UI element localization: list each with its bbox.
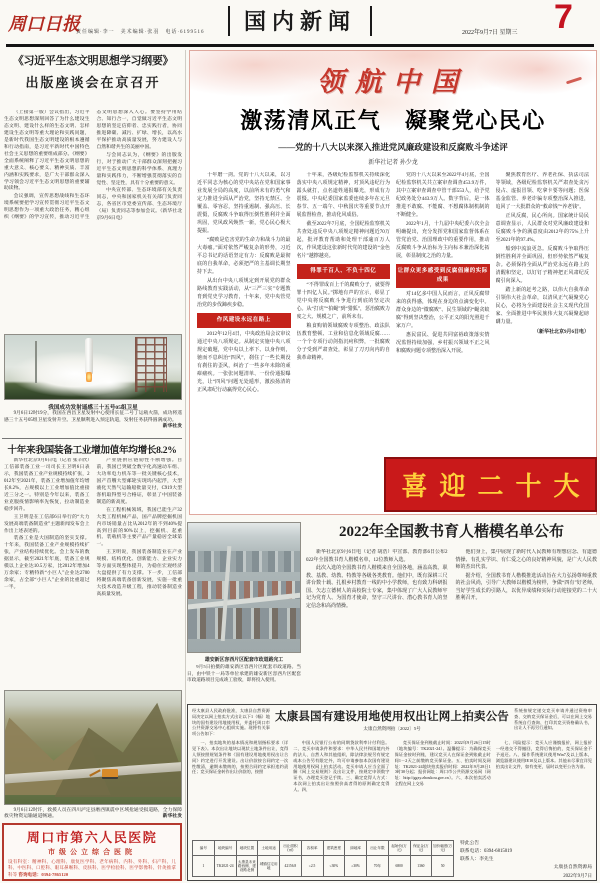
hospital-departments [8,859,176,878]
feature-box [189,50,597,515]
excavator [102,769,118,779]
building-row-3 [188,608,300,639]
equipment-article-headline: 十年来我国装备工业增加值年均增长8.2% [7,445,177,456]
land-notice [187,704,597,881]
page-number: 7 [554,0,573,36]
feature-subhead-1: 作风建设永远在路上 [197,313,291,328]
feature-subhead-3: 让群众更多感受到反腐倡廉的实际成果 [396,264,490,288]
rocket-caption-credit: 新华社发 [162,424,182,430]
feature-column-4 [496,172,590,452]
equipment-article-body: 新华社北京9月6日电（记者 张辛欣）工信部装备工业一司司长王卫明6日表示，我国装备工业产业规模持续扩张，2012年至2021年，装备工业增加值年均增长8.2%，占规模以上工业增加值比重接近三分之一。特别是今年以来，装备工业克服疫情影响率先恢复，拉动制造业稳步回升。 王卫明是在工信部6日举行的“大力发展高端装备制造业”主题新闻发布会上作出上述表述的。 装备工业是大国制造的坚实支撑。十年来，我国装备工业产业规模持续扩张，产业结构持续优化。会上发布的数据显示，截至2021年年底，装备工业规模以上企业达10.5万家，比2012年增加4万余家；专精特新“小巨人”企业达2700余家，占全部“小巨人”企业的比重超过一半。 产业链供应链韧性不断增强。目前，我国已突破全数字化高速动车组、大功率电力机车等一批关键核心技术，国产首艘大型邮轮实现坞内起浮，大型液化天然气运输船批量交付，C919大型客机取得型号合格证，彰显了中国装备制造的新高度。 在工程机械领域，我国已能生产32大类工程机械产品，国产品牌挖掘机国内市场销量占比从2012年的不到40%提高到目前的90%以上，挖掘机、起重机、装载机等主要产品产量稳居全球第一。 王卫明说，我国装备制造业在产业规模、结构优化、创新能力、企业实力等方面实现整体提升，为稳住宏观经济大盘提供了有力支撑。下一步，工信部将聚焦高端装备创新发展，实施一批重大技术改造升级工程，推动装备制造业高质量发展。 [4,458,182,598]
notice-phone: 联系电话：0394-6815019 [460,849,512,855]
notice-signer: 太康县自然资源局 [553,865,592,871]
notice-top-right: 系统按规定递交竞买申请并通过资格审查、交纳竞买保证金后，可以在网上交易系统自行查询、打印其竞买资格确认书，出让人不再另行通知。 [514,708,592,731]
rocket-flame [86,372,92,382]
headline-line-1: 《习近平生态文明思想学习纲要》 [12,55,174,67]
hospital-subtitle: 市级公立综合医院 [48,848,136,856]
notice-column-1: 一、拍卖地块的基本情况和规划指标要求（详见下表）。本次出让地块以现状土地条件出让，竞得人须按照规划条件和《国有建设用地使用权出让合同》约定进行开发建设。出让价款按合同约定一次性缴清，逾期未缴纳的，按照合同约定承担违约责任；竞买保证金转作出让价款的，按照 [192,740,289,775]
notice-header-row [192,708,592,739]
date-line: 2022年9月7日 星期三 [462,30,518,36]
notice-table: 编号 地块编号 地块位置 土地用途 出让面积(㎡) 容积率 建筑密度 绿地率 出让年限 起始价(万元) 保证金(万元) 加价幅度(万元) 1 TK2021-24 太康县未来路西侧、建设路北侧 城镇住宅用地 42156.8 ≤2.5 ≤30% ≥30% 70年 6800 1360 50 [192,840,454,877]
feature-col2-part-a: 十年来，各级纪检监察机关持续深化落实中央八项规定精神，对顶风违纪行为露头就打，点名道姓通报曝光，形成有力震慑。中央纪委国家监委连续多年在元旦春节、五一端午、中秋国庆等重要节点开展监督检查，推动化风成俗。 截至2022年7月底，全国纪检监察机关共查处违反中央八项规定精神问题近70万起，批评教育帮助和处理干部逾百万人次，作风建设这张新时代党的建设的“金色名片”越擦越亮。 [296,173,390,259]
feature-banner: 领航中国 [317,67,469,97]
feature-byline: 新华社记者 孙少龙 [368,160,418,166]
teachers-article-body: 新华社北京9月6日电（记者 胡浩）中宣部、教育部6日公布2022年全国教书育人楷模名单，12位教师入选。 此次入选的全国教书育人楷模来自全国各地，涵盖高教、职教、基教、幼教、特教等各级各类教育。他们中，既有深耕三尺讲台数十载、扎根乡村教育一线的中小学教师，也有致力科研报国、矢志立德树人的高校院士专家，集中体现了广大人民教师牢记为党育人、为国育才使命，坚守三尺讲台、潜心教书育人的坚定信念和高尚情操。 他们身上，集中展现了新时代人民教师有理想信念、有道德情操、有扎实学识、有仁爱之心的良好精神风貌，是广大人民教师的杰出代表。 据介绍，全国教书育人楷模推选活动旨在大力弘扬尊师重教的社会风尚，引导广大教师以楷模为榜样，争做“四有”好老师，当好学生成长的引路人，以优异成绩和实际行动迎接党的二十大胜利召开。 [306,550,597,609]
feature-subhead-2: 得罪千百人、不负十四亿 [297,264,391,279]
feature-headline: 激荡清风正气 凝聚党心民心 [240,108,546,133]
left-section-rule [2,438,182,439]
feature-col1-part-b: 2012年12月4日，中央政治局会议审议通过中央八项规定。从制定实施中央八项规定破题，党中央以上率下、以身作则，驰而不息纠治“四风”，刹住了一些长期没有刹住的歪风，纠治了一些多年未除的顽瘴痼疾。一张张问题清单、一份份通报曝光，让“四风”问题无处遁形，激浊扬清的正风肃纪行动赢得党心民心。 [197,331,291,393]
notice-column-2: 中国人民银行公布的同期贷款利率计付利息。二、竞买申请条件和要求：中华人民共和国境内外的法人、自然人和其他组织，除法律法规另有规定或本公告另有限定外，均可申请参加本次国有建设用地使用权网上拍卖活动。竞买申请人应当全面了解《网上交易规则》及出让文件，按规定申领数字证书，办理竞买登记手续。三、确定竞得人方式：本次网上拍卖出让按照价高者得的原则确定竞得人。四、 [293,740,390,792]
feature-col2-part-b: “不得罪成百上千的腐败分子，就要得罪十四亿人民。”掷地有声的宣示，彰显了党中央将反腐败斗争进行到底的坚定决心。从“打虎”“拍蝇”到“猎狐”，惩治腐败力度之大、规模之广，前所未有。 粮食购销领域腐败专项整治、政法队伍教育整顿、工业和信息化领域反腐……一个个专项行动剑指沉疴积弊，一批腐败分子受到严肃查处，彰显了刀刃向内的自我革命精神。 [296,282,390,361]
notice-columns [192,740,592,838]
quake-caption [4,808,182,822]
notice-column-3: 竞买保证金到账截止时间：2022年9月26日15时（地块编号：TK2021-24）。温馨提示：为确保竞买保证金按时到账，建议竞买人在保证金到账截止时间1－2天之前缴纳竞买保证金。五、拍卖时间及网址：TK2021-24地块拍卖报价时间：2022年9月28日10时30分起；报价网址：周口市公共资源交易网（网址：http://ggzy.zhoukou.gov.cn）。六、本次拍卖活动全程在网上交易 [394,740,491,787]
photo-quake-rescue [4,690,182,805]
title-divider-left [228,6,230,36]
feature-column-1 [197,172,291,506]
banner-20th-congress [384,457,597,512]
notice-contact-block [460,840,592,877]
feature-column-3 [396,172,490,452]
feature-col4-text: 聚焦教育医疗、养老社保、执法司法等领域，各级纪检监察机关严肃查处贪污侵占、虚报冒领、吃拿卡要等问题；医保基金监管、养老诈骗专项整治深入推进，追回了一大批群众的“救命钱”“养老钱”。 正风反腐，民心所向。国家统计局民意调查显示，人民群众对党风廉政建设和反腐败斗争的满意度由2012年的75%上升至2021年的97.4%。 船到中流浪更急。反腐败斗争取得压倒性胜利并全面巩固，但形势依然严峻复杂。必须保持全面从严治党永远在路上的清醒和坚定，以钉钉子精神把正风肃纪反腐引向深入。 踏上新的赶考之路，以伟大自我革命引领伟大社会革命，以清风正气凝聚党心民心，必将为全面建设社会主义现代化国家、全面推进中华民族伟大复兴凝聚起磅礴力量。 [495,173,589,325]
title-divider-right [370,6,372,36]
edition-info: 责任编辑·李一 美术编辑·张羽 电话·6199516 [76,30,205,35]
feature-col3-part-b: 对14亿多中国人民而言，正风反腐带来的获得感，体现在身边的点滴变化中。群众身边的“微腐败”、民生领域的“蝇贪蚁腐”得到坚决整治，公平正义的阳光照进千家万户。 惠民富民、促进共同富裕政策落实情况监督持续加强，乡村振兴领域不正之风和腐败问题专项整治深入开展。 [396,291,490,354]
launch-tower [135,337,167,392]
photo-xiongan-aerial [187,522,301,653]
notice-doc-number: 太康自然资网拍〔2022〕5号 [363,726,421,731]
feature-column-2 [297,172,391,506]
rocket [85,338,93,374]
guideline-article-body: （上接第一版）会议指出，习近平生态文明思想深刻回答了为什么建设生态文明、建设什么样的生态文明、怎样建设生态文明等重大理论和实践问题，是新时代我国生态文明建设的根本遵循和行动指南，是习近平新时代中国特色社会主义思想的重要组成部分。《纲要》全面系统阐释了习近平生态文明思想的重大意义、核心要义、精神实质、丰富内涵和实践要求，是广大干部群众深入学习领会习近平生态文明思想的重要辅助读物。 会议强调，宣传思想战线和生态环境系统要把学习宣传贯彻习近平生态文明思想作为一项重大政治任务，精心组织《纲要》的学习宣传，推动习近平生态文明思想深入人心。要坚持学用结合、知行合一，自觉做习近平生态文明思想的坚定信仰者、忠实践行者，协同推进降碳、减污、扩绿、增长，以高水平保护推动高质量发展，努力建设人与自然和谐共生的美丽中国。 与会同志认为，《纲要》的出版发行，对于推动广大干部群众深刻把握习近平生态文明思想的科学体系、真理力量和实践伟力，不断增强贯彻落实的自觉性、坚定性，具有十分重要的意义。 中央宣传部、生态环境部有关负责同志，中央和国家机关有关部门负责同志，各省区市党委宣传部、生态环境厅（局）负责同志等参加会议。（新华社北京9月6日电） [4,110,182,222]
notice-bottom-row [192,840,592,877]
rocket-caption [4,411,182,438]
hospital-departments-text: 设有科室：精神科、心理科、康复医学科、老年病科、内科、外科、妇产科、儿科、中医科、口腔科、眼耳鼻喉科、皮肤科、医学检验科、医学影像科、针灸推拿科等 [8,859,176,877]
guideline-article-headline [4,52,182,91]
rocket-caption-text: 9月6日12时19分，我国在西昌卫星发射中心使用长征二号丁运载火箭，成功将遥感三十五号05组卫星发射升空。卫星顺利进入预定轨道，发射任务获得圆满成功。 [4,411,182,423]
launch-mast [35,341,37,383]
quake-caption-text: 9月6日12时许，救援人员在四川泸定县磨西镇震中区域抢通受损道路，全力保障救灾物资运输通道畅通。 [4,807,182,820]
rocket-caption-title: 我国成功发射遥感三十五号05组卫星 [48,405,138,411]
notice-title-block [275,708,509,739]
notice-title: 太康县国有建设用地使用权出让网上拍卖公告 [275,711,509,723]
notice-column-4: 七、风险提示：竞买人应谨慎报价，网上报价一经递交不得撤回，竞得后悔拍的，竞买保证金不予退还。八、操作系统建议使用Win7及以上版本，浏览器建议使用IE10及以上版本。其他未尽事宜详见拍卖出让文件，如有变更，届时以变更公告为准。 [495,740,592,769]
photo-rocket-launch [4,334,182,400]
headline-line-2: 出版座谈会在京召开 [25,75,161,90]
hospital-ad [2,823,182,881]
hospital-phone: 咨询电话：0394-7865120 [18,871,69,877]
xiongan-caption: 9月5日拍摄的雄安新区容西片区配套市政道路。当日，由中铁十一局等单位承建的雄安新区容西片区配套市政道路项目完成竣工验收，即将投入使用。 [187,664,301,683]
notice-contact-person: 联系人：李先生 [460,857,494,863]
header-rule [6,44,594,47]
notice-closing: 特此公告 [460,841,480,846]
masthead-logo: 周口日报 [8,14,80,34]
feature-col3-part-a: 党的十八大以来至2022年4月底，全国纪检监察机关共立案审查调查453.9万件，其中立案审查调查中管干部553人，给予党纪政务处分443.9万人。数字背后，是一体推进不敢腐、不能腐、不想腐体制机制的不断健全。 2022年1月，十九届中央纪委六次全会明确提出，充分发挥党和国家监督体系在管党治党、治国理政中的重要作用，推动反腐败斗争从治标为主向标本兼治深化拓展，彰显制度之治的力量。 [396,173,490,259]
feature-col1-part-a: 十年磨一剑。党的十八大以来，以习近平同志为核心的党中央站在党和国家事业发展全局的高度，以前所未有的勇气和定力推进全面从严治党，坚持无禁区、全覆盖、零容忍，坚持重遏制、强高压、长震慑，反腐败斗争取得压倒性胜利并全面巩固，党风政风焕然一新，党心民心极大提振。 “腐败是危害党的生命力和战斗力的最大毒瘤。”面对依然严峻复杂的形势，习近平总书记的话语坚定有力：反腐败是最彻底的自我革命，必须把严的主基调长期坚持下去。 从出台中央八项规定到开展党的群众路线教育实践活动，从“三严三实”专题教育到党史学习教育，十年来，党中央管党治党的步伐蹄疾步稳。 [197,173,291,308]
feature-subtitle: ——党的十八大以来深入推进党风廉政建设和反腐败斗争述评 [278,142,508,152]
section-title: 国内新闻 [243,9,356,34]
column-divider [185,50,186,880]
banner-20th-text: 喜迎二十大 [401,471,592,501]
teachers-article-headline: 2022年全国教书育人楷模名单公布 [338,524,564,540]
hospital-name: 周口市第六人民医院 [26,830,158,845]
notice-intro-left: 经太康县人民政府批准，太康县自然资源局决定以网上拍卖方式出让以下1（幅）地块的国有建设用地使用权，并委托周口市公共资源交易中心组织实施。现将有关事项公告如下： [192,708,270,737]
building-row-1 [188,551,300,572]
quake-caption-credit: 新华社发 [162,814,182,820]
feature-dateline: （新华社北京9月6日电） [533,330,589,335]
xiongan-caption-title: 雄安新区容西片区配套市政道路完工 [204,658,284,663]
notice-sign-date: 2022年9月7日 [563,873,592,879]
